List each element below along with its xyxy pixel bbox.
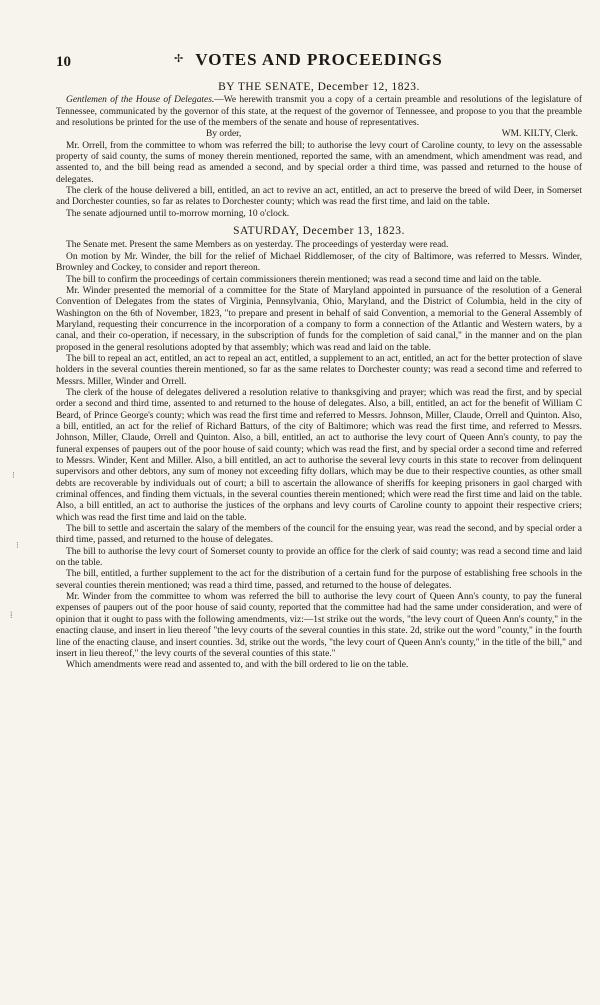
margin-ink-mark: ⁝ (12, 470, 15, 480)
signature-line (56, 129, 582, 140)
clerk-signature: WM. KILTY, Clerk. (501, 129, 578, 140)
paragraph: Which amendments were read and assented to, and with the bill ordered to lie on the table. (66, 660, 409, 671)
paragraph: Mr. Winder presented the memorial of a committee for the State of Maryland appointed in pursuance of the resolution of a General Convention of Delegates from the states of Virginia, Pennsylvania, Ohio, Maryland, and the District of Columbia, held in the city of Washington on the 6th of November, 1823, "to prepare and present in behalf of said Convention, a memorial to the General Assembly of Maryland, requesting their concurrence in the incorporation of a company to form a connection of the Atlantic and Western waters, by a canal, and their co-operation, if necessary, in the subscription of funds for the completion of said canal," in the manner and on the plan proposed in the general resolutions adopted by that assembly; which was read and laid on the table. (56, 285, 582, 353)
paragraph: The bill to settle and ascertain the salary of the members of the council for the ensuing year, was read the second, and by special order a third time, passed, and returned to the house of delegates. (56, 524, 582, 546)
message-paragraph (56, 95, 582, 129)
paragraph: The senate adjourned until to-morrow morning, 10 o'clock. (66, 208, 290, 219)
paragraph: The bill, entitled, a further supplement to the act for the distribution of a certain fund for the purpose of establishing free schools in the several counties therein mentioned; was read a third time, passed, and returned to the house of delegates. (56, 569, 582, 591)
margin-ink-mark: ⁞ (10, 610, 13, 620)
salutation: Gentlemen of the House of Delegates. (66, 95, 215, 106)
senate-date-heading: BY THE SENATE, December 12, 1823. (218, 81, 420, 93)
margin-ink-mark: ⁝ (16, 540, 19, 550)
left-margin-marks (0, 0, 40, 1005)
paragraph: Mr. Orrell, from the committee to whom was referred the bill; to authorise the levy court of Caroline county, to levy on the assessable property of said county, the sums of money therein mentioned, reported the same, with an amendment, which amendment was read, and assented to, and the bill being read as amended a second, and by special order a third time, was passed and returned to the house of delegates. (56, 140, 582, 185)
saturday-date-heading: SATURDAY, December 13, 1823. (233, 225, 405, 238)
message-text: —We herewith transmit you a copy of a certain preamble and resolutions of the legislature of Tennessee, communicated by the governor of this state, at the request of the governor of Tennessee, and propose to you that the preamble and resolutions be printed for the use of the members of the senate and house of representatives. (56, 95, 582, 129)
paragraph: The bill to confirm the proceedings of certain commissioners therein mentioned; was read a second time and laid on the table. (66, 274, 542, 285)
page-number: 10 (56, 54, 71, 70)
paragraph: The Senate met. Present the same Members as on yesterday. The proceedings of yesterday were read. (66, 240, 449, 251)
running-head (56, 50, 582, 74)
document-body (56, 82, 582, 672)
page-header-title: VOTES AND PROCEEDINGS (195, 50, 443, 69)
paragraph: The clerk of the house of delegates delivered a resolution relative to thanksgiving and prayer; which was read the first, and by special order a second and third time, assented to and returned to the house of delegates. Also, a bill, entitled, an act for the benefit of William C Beard, of Prince George's county; which was read the first time and referred to Messrs. Johnson, Miller, Claude, Orrell and Quinton. Also, a bill, entitled, an act for the relief of Richard Batturs, of the city of Baltimore; which was read the first time, and referred to Messrs. Johnson, Miller, Claude, Orrell and Quinton. Also, a bill, entitled, an act to authorise the levy court of Queen Ann's county, to pay the funeral expenses of paupers out of the poor house of said county; which was read the first, and by special order a second time and referred to Messrs. Winder, Kent and Miller. Also, a bill entitled, an act to authorise the several levy courts in this state to recover from delinquent supervisors and other debtors, any sum of money not exceeding fifty dollars, which may be due to their respective counties, as other small debts are recoverable by individuals out of court; a bill to ascertain the allowance of sheriffs for keeping prisoners in gaol charged with criminal offences, and finding them victuals, in the several counties therein mentioned; which were read the first time and laid on the table. Also, a bill entitled, an act to authorise the justices of the orphans and levy courts of Caroline county to appoint their respective criers; which was read the first time and laid on the table. (56, 387, 582, 523)
paragraph: The bill to authorise the levy court of Somerset county to provide an office for the clerk of said county; was read a second time and laid on the table. (56, 546, 582, 569)
by-order-label: By order, (206, 129, 242, 140)
paragraph: Mr. Winder from the committee to whom was referred the bill to authorise the levy court of Queen Ann's county, to pay the funeral expenses of paupers out of the poor house of said county, reported that the committee had had the same under consideration, and were of opinion that it ought to pass with the following amendments, viz:—1st strike out the words, "the levy court of Queen Ann's county," in the enacting clause, and insert in lieu thereof "the levy courts of the several counties in this state. 2d, strike out the word "county," in the fourth line of the enacting clause, and insert counties. 3d, strike out the words, "the levy court of Queen Ann's county," in the title of the bill," and insert in lieu thereof," the levy courts of the several counties of this state." (56, 592, 582, 659)
ornament-icon: ✢ (174, 53, 184, 65)
paragraph: The bill to repeal an act, entitled, an act to repeal an act, entitled, a supplement to an act, entitled, an act for the better protection of slave holders in the several counties therein mentioned, so far as the same relates to Dorchester county; was read a second time and referred to Messrs. Miller, Winder and Orrell. (56, 353, 582, 387)
paragraph: The clerk of the house delivered a bill, entitled, an act to revive an act, entitled, an act to preserve the breed of wild Deer, in Somerset and Dorchester counties, so far as relates to Dorchester county; which was read the first time, and laid on the table. (56, 186, 582, 208)
paragraph: On motion by Mr. Winder, the bill for the relief of Michael Riddlemoser, of the city of Baltimore, was referred to Messrs. Winder, Brownley and Cockey, to consider and report thereon. (56, 251, 582, 274)
